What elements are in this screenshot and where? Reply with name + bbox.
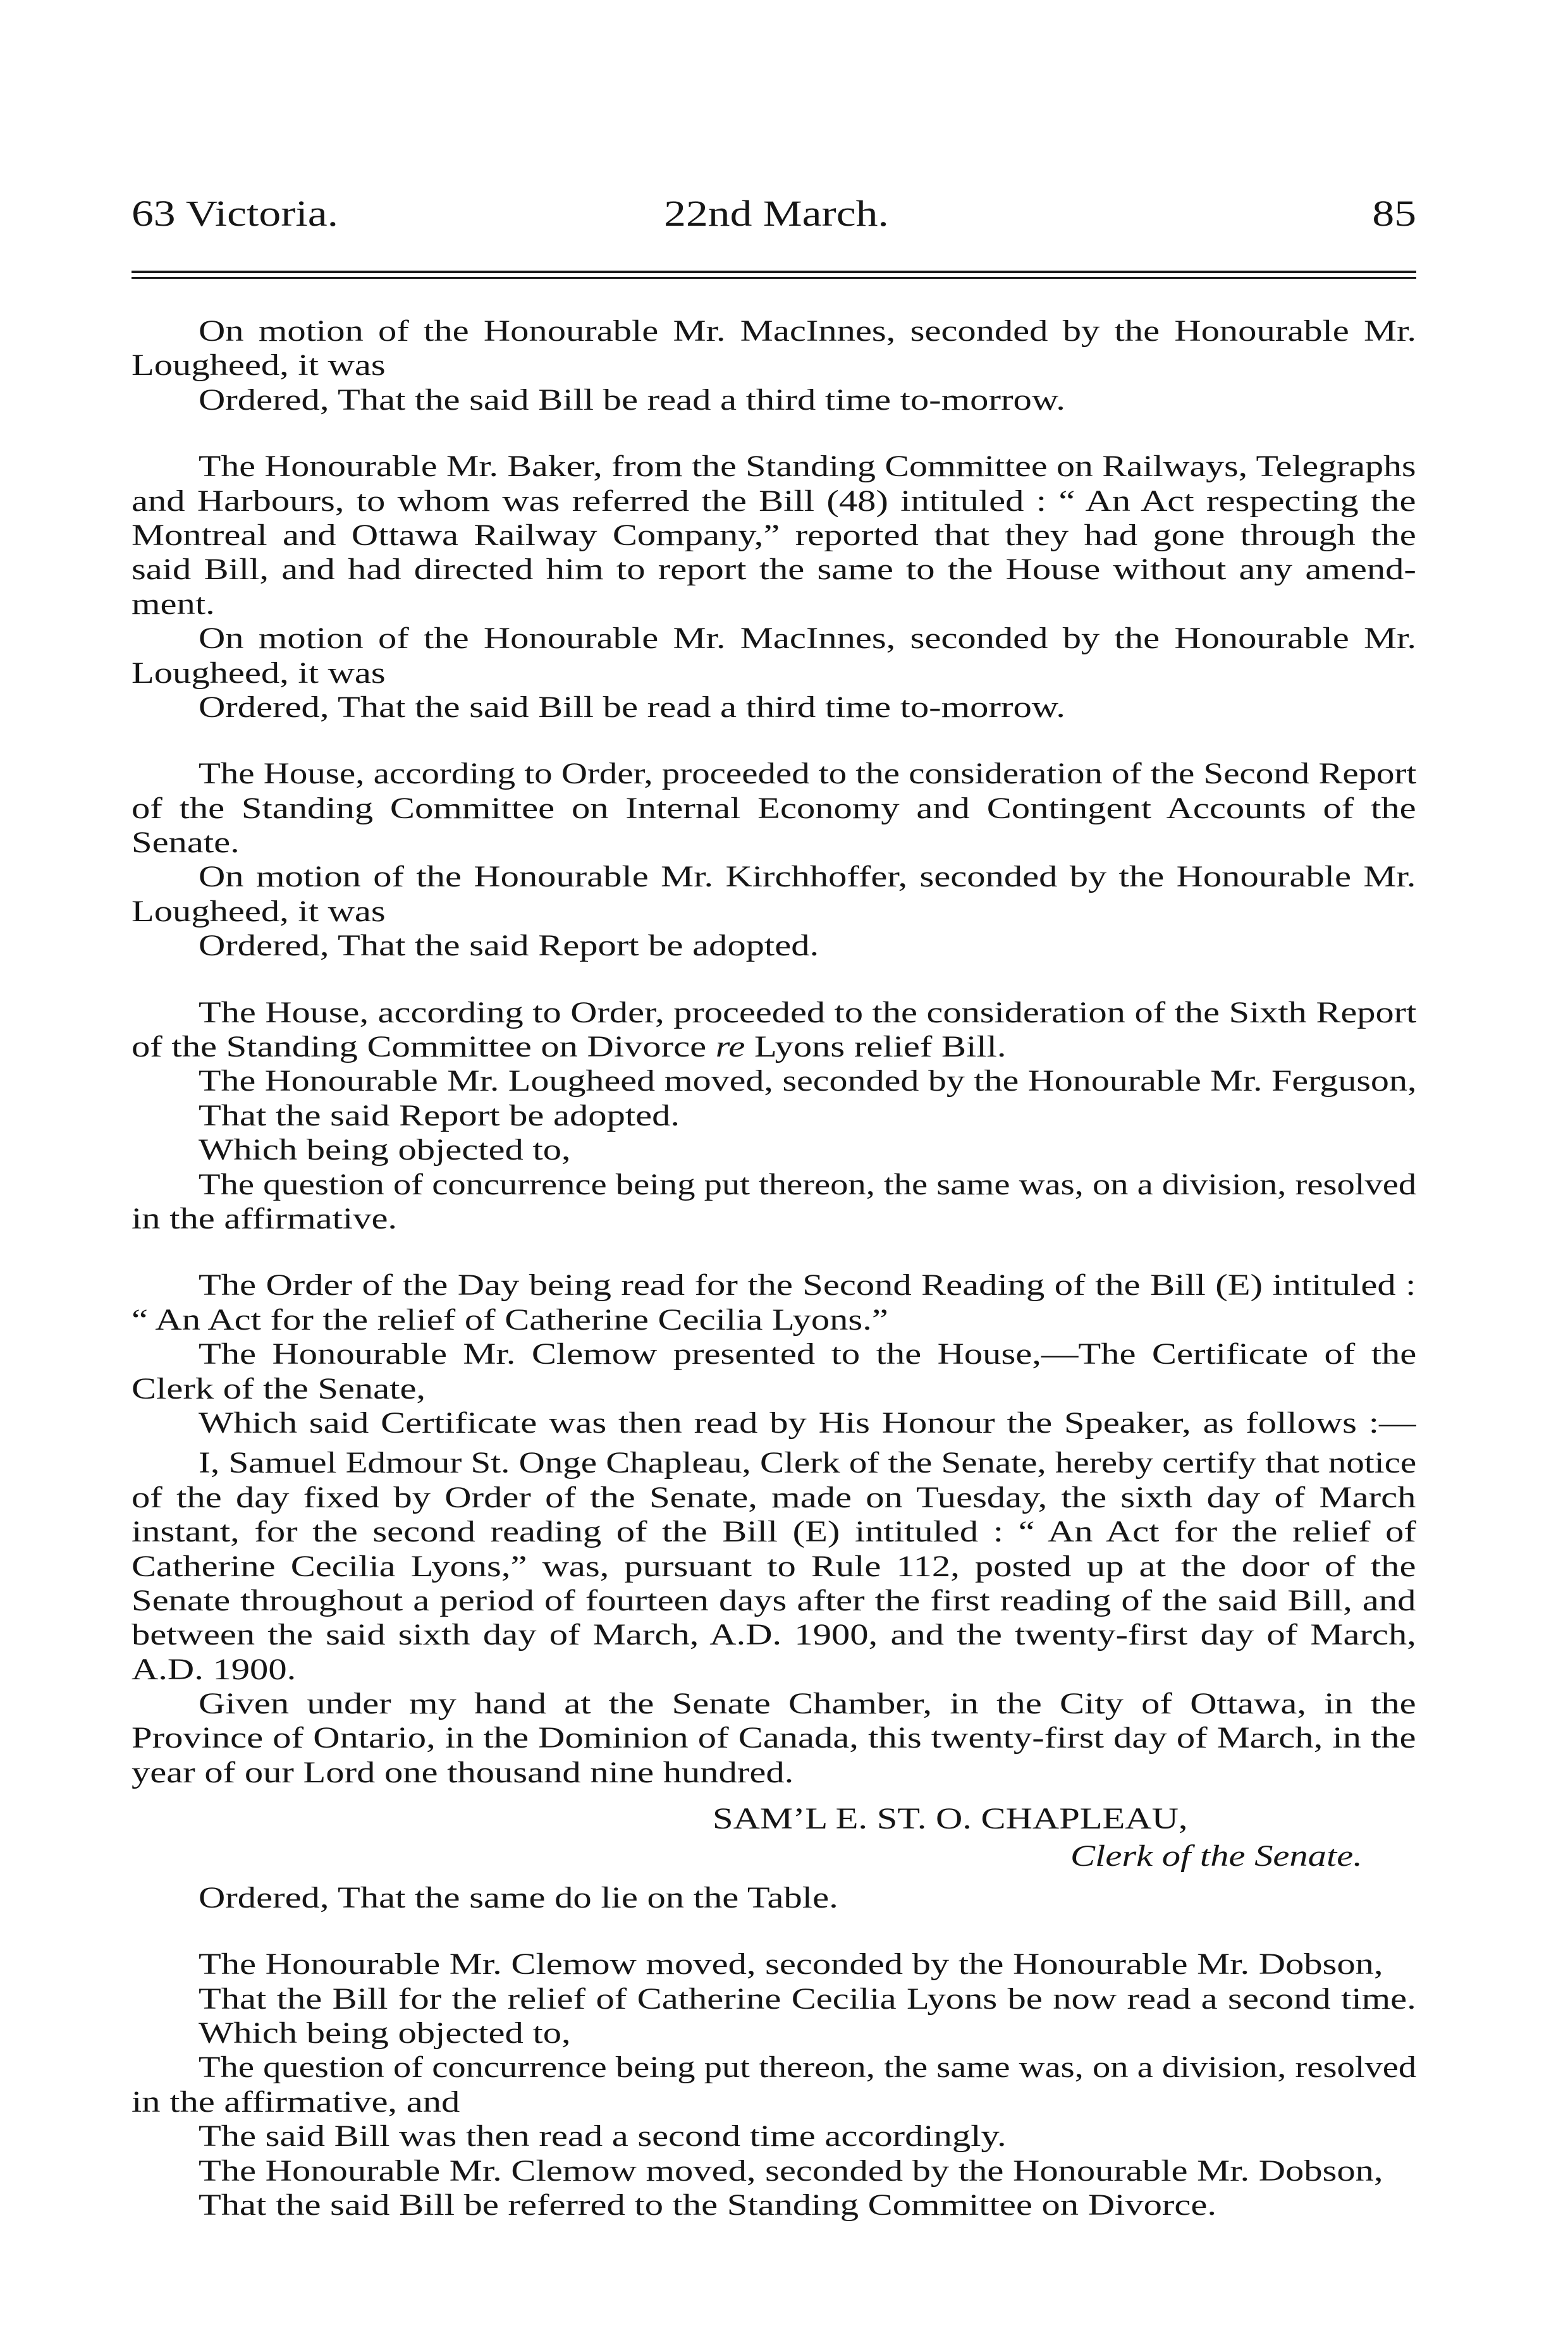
journal-line: That the Bill for the relief of Catherine Cecilia Lyons be now read a second time. xyxy=(199,1982,1416,2016)
certificate-line: Province of Ontario, in the Dominion of Canada, this twenty-first day of March, in the xyxy=(132,1721,1416,1755)
journal-line: The Honourable Mr. Clemow presented to the House,—The Certificate of the xyxy=(199,1337,1417,1371)
journal-line xyxy=(132,1030,1007,1064)
journal-line: On motion of the Honourable Mr. MacInnes, seconded by the Honourable Mr. xyxy=(199,622,1417,656)
journal-line: The Honourable Mr. Baker, from the Standing Committee on Railways, Telegraphs xyxy=(199,450,1416,484)
journal-line: The question of concurrence being put thereon, the same was, on a division, resolved xyxy=(199,1167,1417,1201)
journal-entry xyxy=(132,450,1416,725)
journal-line: said Bill, and had directed him to report the same to the House without any amend- xyxy=(132,553,1416,587)
journal-entry xyxy=(132,1268,1416,1915)
header-double-rule xyxy=(132,271,1416,279)
journal-line: in the affirmative. xyxy=(132,1201,398,1235)
journal-line: The Order of the Day being read for the Second Reading of the Bill (E) intituled : xyxy=(199,1268,1416,1302)
journal-line: Lougheed, it was xyxy=(132,348,386,383)
journal-line: Montreal and Ottawa Railway Company,” reported that they had gone through the xyxy=(132,518,1416,552)
journal-line: Ordered, That the said Bill be read a third time to-morrow. xyxy=(199,690,1065,724)
journal-line: That the said Report be adopted. xyxy=(199,1098,680,1132)
certificate-line: I, Samuel Edmour St. Onge Chapleau, Clerk of the Senate, hereby certify that notice xyxy=(199,1446,1417,1480)
journal-line: That the said Bill be referred to the Standing Committee on Divorce. xyxy=(199,2188,1216,2222)
line-text: Lyons relief Bill. xyxy=(745,1030,1007,1064)
certificate-line: between the said sixth day of March, A.D. 1900, and the twenty-first day of March, xyxy=(132,1618,1416,1652)
certificate-line: Catherine Cecilia Lyons,” was, pursuant to Rule 112, posted up at the door of the xyxy=(132,1549,1416,1583)
journal-line: On motion of the Honourable Mr. MacInnes, seconded by the Honourable Mr. xyxy=(199,314,1417,348)
line-text: of the Standing Committee on Divorce xyxy=(132,1030,716,1064)
journal-entry xyxy=(132,757,1416,963)
order-line: Ordered, That the same do lie on the Table. xyxy=(199,1880,838,1914)
running-head-date: 22nd March. xyxy=(664,193,889,234)
journal-line: ment. xyxy=(132,587,215,621)
italic-term: re xyxy=(715,1030,745,1064)
journal-entry xyxy=(132,314,1416,417)
certificate-line: of the day fixed by Order of the Senate, made on Tuesday, the sixth day of March xyxy=(132,1480,1416,1514)
page-number: 85 xyxy=(1372,193,1416,234)
journal-line: The Honourable Mr. Clemow moved, seconded by the Honourable Mr. Dobson, xyxy=(199,1947,1383,1982)
journal-line: and Harbours, to whom was referred the Bill (48) intituled : “ An Act respecting the xyxy=(132,484,1416,518)
journal-body xyxy=(132,314,1416,2222)
journal-line: Ordered, That the said Report be adopted. xyxy=(199,929,819,963)
journal-line: Which being objected to, xyxy=(199,2016,571,2050)
certificate-line: Given under my hand at the Senate Chamber, in the City of Ottawa, in the xyxy=(199,1687,1416,1721)
clerk-signature-name: SAM’L E. ST. O. CHAPLEAU, xyxy=(713,1801,1188,1835)
journal-line: of the Standing Committee on Internal Economy and Contingent Accounts of the xyxy=(132,791,1416,825)
journal-line: The Honourable Mr. Clemow moved, seconded by the Honourable Mr. Dobson, xyxy=(199,2153,1383,2188)
journal-line: The House, according to Order, proceeded to the consideration of the Sixth Report xyxy=(199,995,1417,1029)
journal-line: The House, according to Order, proceeded to the consideration of the Second Report xyxy=(199,757,1417,791)
journal-line: Clerk of the Senate, xyxy=(132,1371,426,1406)
journal-line: Which said Certificate was then read by His Honour the Speaker, as follows :— xyxy=(199,1406,1416,1440)
journal-line: The question of concurrence being put thereon, the same was, on a division, resolved xyxy=(199,2050,1417,2085)
journal-entry xyxy=(132,996,1416,1237)
certificate-line: year of our Lord one thousand nine hundred. xyxy=(132,1755,794,1789)
certificate-line: Senate throughout a period of fourteen days after the first reading of the said Bill, and xyxy=(132,1583,1416,1617)
journal-line: “ An Act for the relief of Catherine Cecilia Lyons.” xyxy=(132,1302,888,1337)
journal-line: in the affirmative, and xyxy=(132,2085,460,2119)
clerk-certificate xyxy=(132,1446,1416,1873)
journal-line: The Honourable Mr. Lougheed moved, seconded by the Honourable Mr. Ferguson, xyxy=(199,1064,1417,1098)
journal-line: Which being objected to, xyxy=(199,1133,571,1167)
running-head-session: 63 Victoria. xyxy=(132,193,338,234)
journal-entry xyxy=(132,1947,1416,2222)
journal-line: Ordered, That the said Bill be read a third time to-morrow. xyxy=(199,383,1065,417)
journal-line: On motion of the Honourable Mr. Kirchhoffer, seconded by the Honourable Mr. xyxy=(199,860,1416,894)
journal-line: Senate. xyxy=(132,826,240,860)
journal-line: Lougheed, it was xyxy=(132,656,386,690)
certificate-line: A.D. 1900. xyxy=(132,1652,297,1686)
journal-line: The said Bill was then read a second time accordingly. xyxy=(199,2119,1007,2153)
certificate-line: instant, for the second reading of the Bill (E) intituled : “ An Act for the relief of xyxy=(132,1515,1416,1549)
journal-line: Lougheed, it was xyxy=(132,894,386,928)
clerk-signature-title: Clerk of the Senate. xyxy=(1070,1839,1363,1873)
